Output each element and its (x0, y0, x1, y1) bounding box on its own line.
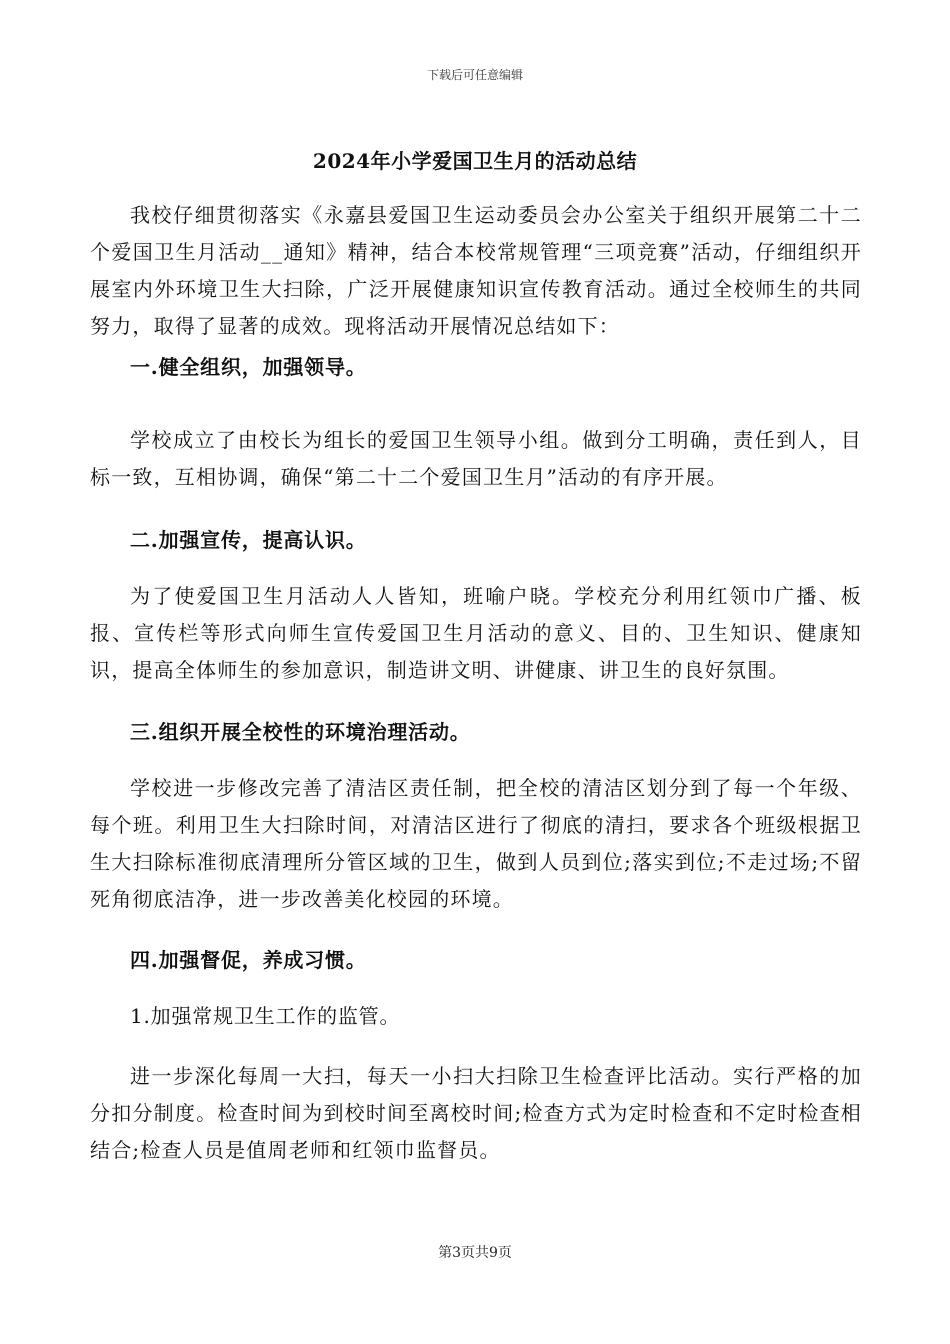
section-subheading: 1.加强常规卫生工作的监管。 (130, 1004, 401, 1028)
section-heading: 二.加强宣传，提高认识。 (130, 528, 367, 552)
section-1-heading-block (90, 349, 862, 386)
section-4-body-block (90, 1058, 862, 1169)
section-3-heading-block (90, 714, 862, 751)
page-indicator: 第3页共9页 (438, 1245, 512, 1261)
section-2-body-block (90, 578, 862, 689)
document-title: 2024年小学爱国卫生月的活动总结 (312, 149, 638, 173)
section-2-heading-block (90, 522, 862, 559)
section-heading: 四.加强督促，养成习惯。 (130, 948, 367, 972)
section-3-body-block (90, 770, 862, 918)
section-1-body-block (90, 422, 862, 496)
intro-block (90, 197, 862, 345)
section-heading: 三.组织开展全校性的环境治理活动。 (130, 720, 471, 744)
section-paragraph: 为了使爱国卫生月活动人人皆知，班喻户晓。学校充分利用红领巾广播、板报、宣传栏等形式向师生宣传爱国卫生月活动的意义、目的、卫生知识、健康知识，提高全体师生的参加意识，制造讲文明、讲健康、讲卫生的良好氛围。 (90, 584, 862, 682)
section-paragraph: 进一步深化每周一大扫，每天一小扫大扫除卫生检查评比活动。实行严格的加分扣分制度。检查时间为到校时间至离校时间;检查方式为定时检查和不定时检查相结合;检查人员是值周老师和红领巾监督员。 (90, 1064, 862, 1162)
section-4-heading-block (90, 942, 862, 979)
section-paragraph: 学校成立了由校长为组长的爱国卫生领导小组。做到分工明确，责任到人，目标一致，互相协调，确保“第二十二个爱国卫生月”活动的有序开展。 (90, 428, 862, 489)
section-paragraph: 学校进一步修改完善了清洁区责任制，把全校的清洁区划分到了每一个年级、每个班。利用卫生大扫除时间，对清洁区进行了彻底的清扫，要求各个班级根据卫生大扫除标准彻底清理所分管区域的卫生，做到人员到位;落实到位;不走过场;不留死角彻底洁净，进一步改善美化校园的环境。 (90, 776, 862, 911)
section-4-subheading-block (90, 998, 862, 1035)
header-note: 下载后可任意编辑 (426, 68, 523, 82)
section-heading: 一.健全组织，加强领导。 (130, 355, 367, 379)
intro-paragraph: 我校仔细贯彻落实《永嘉县爱国卫生运动委员会办公室关于组织开展第二十二个爱国卫生月活动__通知》精神，结合本校常规管理“三项竞赛”活动，仔细组织开展室内外环境卫生大扫除，广泛开展健康知识宣传教育活动。通过全校师生的共同努力，取得了显著的成效。现将活动开展情况总结如下： (90, 203, 862, 338)
